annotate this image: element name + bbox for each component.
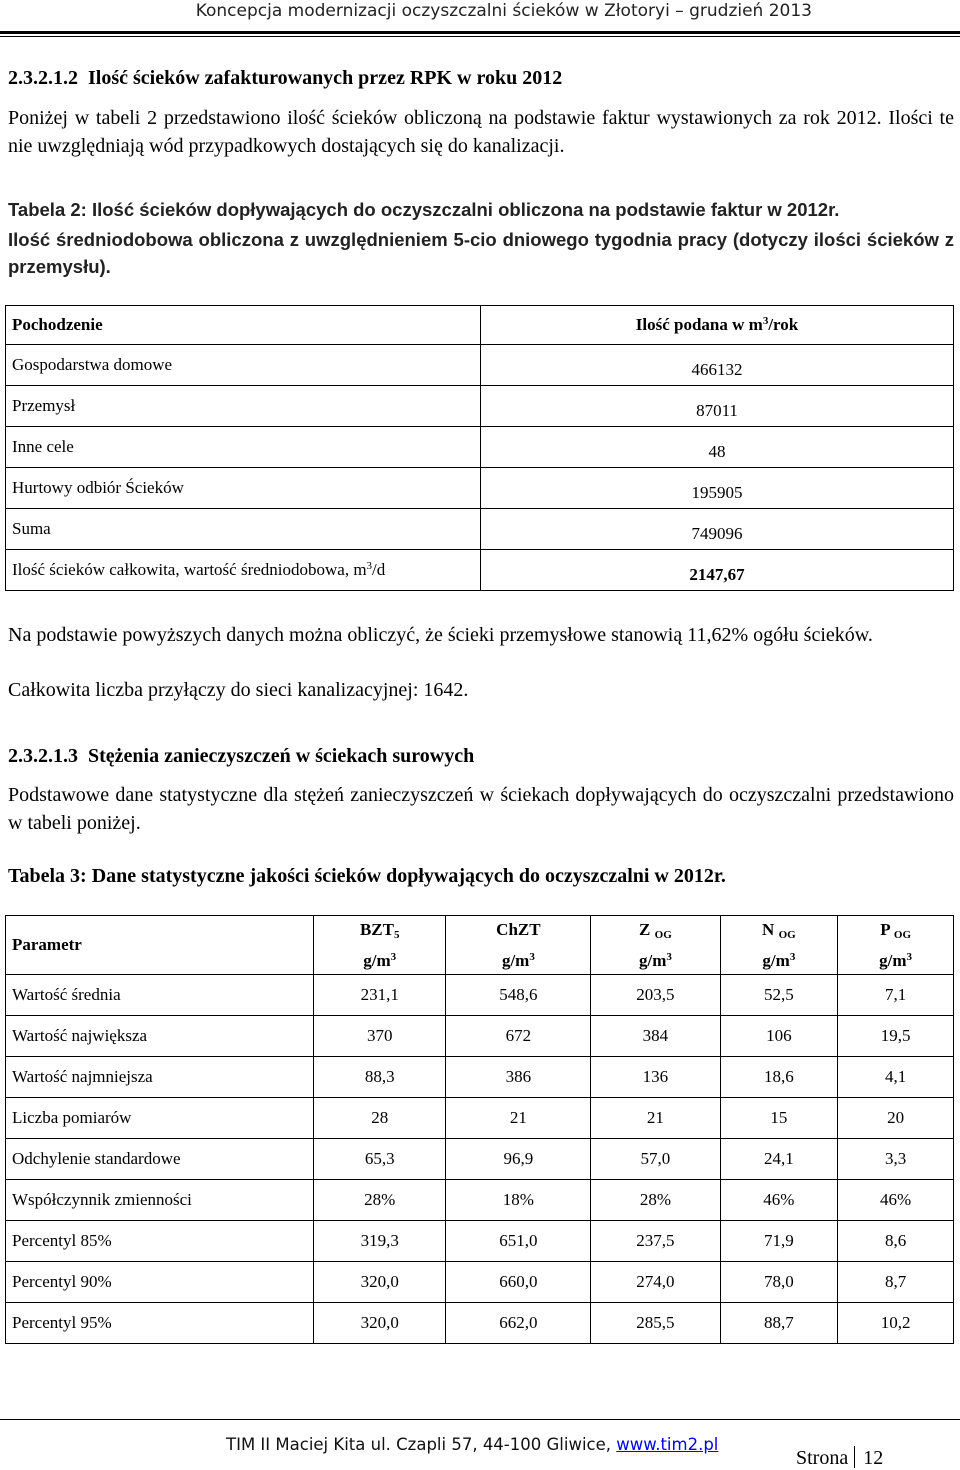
table3-row-label: Współczynnik zmienności	[6, 1180, 314, 1221]
table-row	[6, 975, 954, 1016]
page-number	[796, 1446, 883, 1470]
table2-row-label: Suma	[6, 509, 481, 550]
table3-row-label: Wartość największa	[6, 1016, 314, 1057]
table3-cell: 20	[838, 1098, 954, 1139]
table3-cell: 319,3	[314, 1221, 446, 1262]
table3-cell: 370	[314, 1016, 446, 1057]
table-row	[6, 1303, 954, 1344]
section-title: Ilość ścieków zafakturowanych przez RPK w roku 2012	[88, 67, 563, 89]
table-row	[6, 1180, 954, 1221]
table-row	[6, 1262, 954, 1303]
table3-cell: 24,1	[720, 1139, 838, 1180]
table3-cell: 237,5	[591, 1221, 720, 1262]
section-number: 2.3.2.1.2	[8, 67, 78, 89]
table3-cell: 28	[314, 1098, 446, 1139]
table3-cell: 96,9	[446, 1139, 591, 1180]
header-rule-thin	[0, 36, 960, 37]
table3-cell: 18%	[446, 1180, 591, 1221]
table3-header-parametr: Parametr	[6, 916, 314, 975]
table2-row-label: Gospodarstwa domowe	[6, 345, 481, 386]
table3-cell: 57,0	[591, 1139, 720, 1180]
table3-row-label: Liczba pomiarów	[6, 1098, 314, 1139]
table3-header-row	[6, 916, 954, 975]
table3-cell: 28%	[314, 1180, 446, 1221]
table3-row-label: Wartość najmniejsza	[6, 1057, 314, 1098]
table3-cell: 3,3	[838, 1139, 954, 1180]
table3-cell: 10,2	[838, 1303, 954, 1344]
table-row	[6, 550, 954, 591]
table-row	[6, 468, 954, 509]
table-row	[6, 509, 954, 550]
table-row	[6, 345, 954, 386]
table2-header-ilosc: Ilość podana w $m^3$/rok	[481, 306, 954, 345]
section-heading-2-3-2-1-3	[8, 744, 954, 768]
table3-cell: 18,6	[720, 1057, 838, 1098]
table-row	[6, 386, 954, 427]
table3-cell: 78,0	[720, 1262, 838, 1303]
section2-paragraph: Podstawowe dane statystyczne dla stężeń zanieczyszczeń w ściekach dopływających do oczyszczalni przedstawiono w tabeli poniżej.	[8, 784, 954, 834]
table3-caption: Tabela 3: Dane statystyczne jakości ścieków dopływających do oczyszczalni w 2012r.	[8, 865, 726, 887]
table3-cell: 21	[446, 1098, 591, 1139]
table3-cell: 65,3	[314, 1139, 446, 1180]
section-title: Stężenia zanieczyszczeń w ściekach surowych	[88, 745, 475, 767]
table3-cell: 4,1	[838, 1057, 954, 1098]
page-number-value: 12	[863, 1447, 884, 1469]
table3-cell: 320,0	[314, 1303, 446, 1344]
table3	[5, 915, 954, 1344]
table2-caption-line2: Ilość średniodobowa obliczona z uwzględnieniem 5-cio dniowego tygodnia pracy (dotyczy ilości ścieków z przemysłu).	[8, 229, 954, 277]
table-row	[6, 1016, 954, 1057]
table-row	[6, 427, 954, 468]
table2	[5, 305, 954, 591]
table3-cell: 274,0	[591, 1262, 720, 1303]
table2-header-row	[6, 306, 954, 345]
section-heading-2-3-2-1-2	[8, 66, 954, 90]
table3-cell: 548,6	[446, 975, 591, 1016]
table3-cell: 21	[591, 1098, 720, 1139]
table3-header-bzt5: $BZT_5$ $g/m^3$	[314, 916, 446, 975]
table2-row-value: 466132	[691, 360, 743, 379]
table3-row-label: Odchylenie standardowe	[6, 1139, 314, 1180]
page-divider	[854, 1446, 855, 1468]
table3-cell: 28%	[591, 1180, 720, 1221]
table-row	[6, 1139, 954, 1180]
table3-header-pog: P $_{OG}$ $g/m^3$	[838, 916, 954, 975]
table2-header-pochodzenie: Pochodzenie	[6, 306, 481, 345]
table3-cell: 136	[591, 1057, 720, 1098]
table2-row-value: 87011	[696, 401, 738, 420]
table3-cell: 231,1	[314, 975, 446, 1016]
table3-cell: 651,0	[446, 1221, 591, 1262]
footer-address: TIM II Maciej Kita ul. Czapli 57, 44-100 Gliwice, www.tim2.pl	[226, 1435, 719, 1454]
table2-row-label: Ilość ścieków całkowita, wartość średniodobowa, $m^3/d$	[6, 550, 481, 591]
table2-caption-line1: Tabela 2: Ilość ścieków dopływających do oczyszczalni obliczona na podstawie faktur w 2012r.	[8, 199, 840, 220]
table2-row-value: 2147,67	[689, 565, 745, 584]
table3-cell: 285,5	[591, 1303, 720, 1344]
table3-cell: 8,6	[838, 1221, 954, 1262]
table3-cell: 46%	[720, 1180, 838, 1221]
table3-cell: 672	[446, 1016, 591, 1057]
footer-rule	[0, 1419, 960, 1420]
table2-row-label: Hurtowy odbiór Ścieków	[6, 468, 481, 509]
table3-cell: 52,5	[720, 975, 838, 1016]
table3-cell: 15	[720, 1098, 838, 1139]
table2-row-label: Przemysł	[6, 386, 481, 427]
table3-cell: 660,0	[446, 1262, 591, 1303]
table3-cell: 384	[591, 1016, 720, 1057]
section-number: 2.3.2.1.3	[8, 745, 78, 767]
table3-cell: 203,5	[591, 975, 720, 1016]
after-table2-line2: Całkowita liczba przyłączy do sieci kanalizacyjnej: 1642.	[8, 679, 469, 701]
table3-cell: 320,0	[314, 1262, 446, 1303]
table3-row-label: Percentyl 95%	[6, 1303, 314, 1344]
table3-cell: 19,5	[838, 1016, 954, 1057]
table-row	[6, 1057, 954, 1098]
table2-row-value: 48	[708, 442, 726, 461]
table3-header-nog: N $_{OG}$ $g/m^3$	[720, 916, 838, 975]
table3-row-label: Percentyl 90%	[6, 1262, 314, 1303]
section1-paragraph: Poniżej w tabeli 2 przedstawiono ilość ścieków obliczoną na podstawie faktur wystawionych za rok 2012. Ilości te nie uwzględniają wód przypadkowych dostających się do kanalizacji.	[8, 107, 954, 157]
table3-header-chzt: ChZT $g/m^3$	[446, 916, 591, 975]
table2-row-value: 195905	[691, 483, 743, 502]
header-rule	[0, 31, 960, 34]
table-row	[6, 1098, 954, 1139]
table-row	[6, 1221, 954, 1262]
table3-cell: 106	[720, 1016, 838, 1057]
table3-row-label: Wartość średnia	[6, 975, 314, 1016]
table3-cell: 386	[446, 1057, 591, 1098]
table3-header-zog: Z $_{OG}$ $g/m^3$	[591, 916, 720, 975]
table3-cell: 71,9	[720, 1221, 838, 1262]
table3-cell: 7,1	[838, 975, 954, 1016]
page-header-title: Koncepcja modernizacji oczyszczalni ścieków w Złotoryi – grudzień 2013	[195, 1, 812, 21]
page-label: Strona	[796, 1447, 849, 1469]
table3-cell: 662,0	[446, 1303, 591, 1344]
table3-cell: 88,3	[314, 1057, 446, 1098]
table2-row-label: Inne cele	[6, 427, 481, 468]
table2-row-value: 749096	[691, 524, 743, 543]
table3-cell: 88,7	[720, 1303, 838, 1344]
after-table2-line1: Na podstawie powyższych danych można obliczyć, że ścieki przemysłowe stanowią 11,62% ogółu ścieków.	[8, 624, 873, 646]
table3-cell: 8,7	[838, 1262, 954, 1303]
table3-cell: 46%	[838, 1180, 954, 1221]
table3-row-label: Percentyl 85%	[6, 1221, 314, 1262]
footer-website-link[interactable]: www.tim2.pl	[616, 1435, 719, 1454]
